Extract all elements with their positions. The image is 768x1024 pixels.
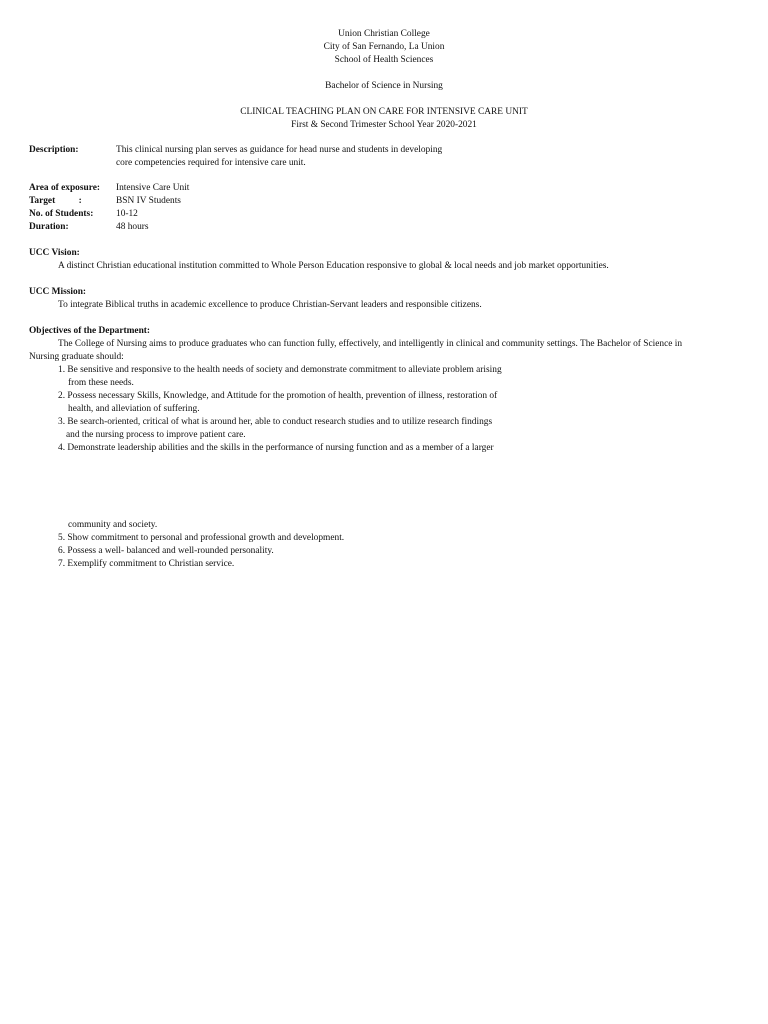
objective-2-line-1: 2. Possess necessary Skills, Knowledge, and Attitude for the promotion of health, prevention of illness, restoration of: [58, 391, 498, 401]
objective-2-line-2: health, and alleviation of suffering.: [68, 404, 200, 414]
description-label: Description:: [29, 145, 79, 155]
students-value: 10-12: [116, 209, 138, 219]
objective-4-line-1: 4. Demonstrate leadership abilities and the skills in the performance of nursing function and as a member of a larger: [58, 443, 494, 453]
objectives-intro-line-1: The College of Nursing aims to produce graduates who can function fully, effectively, and intelligently in clinical and community settings. The Bachelor of Science in: [58, 339, 683, 349]
objective-5: 5. Show commitment to personal and professional growth and development.: [58, 533, 345, 543]
objectives-intro-line-2: Nursing graduate should:: [29, 352, 124, 362]
objective-4-line-2: community and society.: [68, 520, 158, 530]
college-city: City of San Fernando, La Union: [323, 42, 445, 52]
objectives-label: Objectives of the Department:: [29, 326, 151, 336]
mission-label: UCC Mission:: [29, 287, 87, 297]
objective-3-line-2: and the nursing process to improve patient care.: [66, 430, 246, 440]
students-label: No. of Students:: [29, 209, 94, 219]
duration-value: 48 hours: [116, 222, 149, 232]
objective-6: 6. Possess a well- balanced and well-rounded personality.: [58, 546, 274, 556]
program-name: Bachelor of Science in Nursing: [325, 81, 443, 91]
area-label: Area of exposure:: [29, 183, 100, 193]
area-value: Intensive Care Unit: [116, 183, 190, 193]
description-line-2: core competencies required for intensive care unit.: [116, 158, 306, 168]
plan-term: First & Second Trimester School Year 2020-2021: [291, 120, 477, 130]
target-label: Target :: [29, 196, 82, 206]
mission-text: To integrate Biblical truths in academic excellence to produce Christian-Servant leaders and responsible citizens.: [58, 300, 482, 310]
objective-7: 7. Exemplify commitment to Christian service.: [58, 559, 235, 569]
college-name: Union Christian College: [338, 29, 430, 39]
description-line-1: This clinical nursing plan serves as guidance for head nurse and students in developing: [116, 145, 443, 155]
objective-1-line-1: 1. Be sensitive and responsive to the health needs of society and demonstrate commitment to alleviate problem arising: [58, 365, 502, 375]
objective-1-line-2: from these needs.: [68, 378, 134, 388]
objective-3-line-1: 3. Be search-oriented, critical of what is around her, able to conduct research studies and to utilize research findings: [58, 417, 493, 427]
plan-title: CLINICAL TEACHING PLAN ON CARE FOR INTENSIVE CARE UNIT: [240, 107, 528, 117]
school-name: School of Health Sciences: [334, 55, 434, 65]
vision-label: UCC Vision:: [29, 248, 80, 258]
duration-label: Duration:: [29, 222, 69, 232]
target-value: BSN IV Students: [116, 196, 181, 206]
vision-text: A distinct Christian educational institution committed to Whole Person Education responsive to global & local needs and job market opportunities.: [58, 261, 609, 271]
